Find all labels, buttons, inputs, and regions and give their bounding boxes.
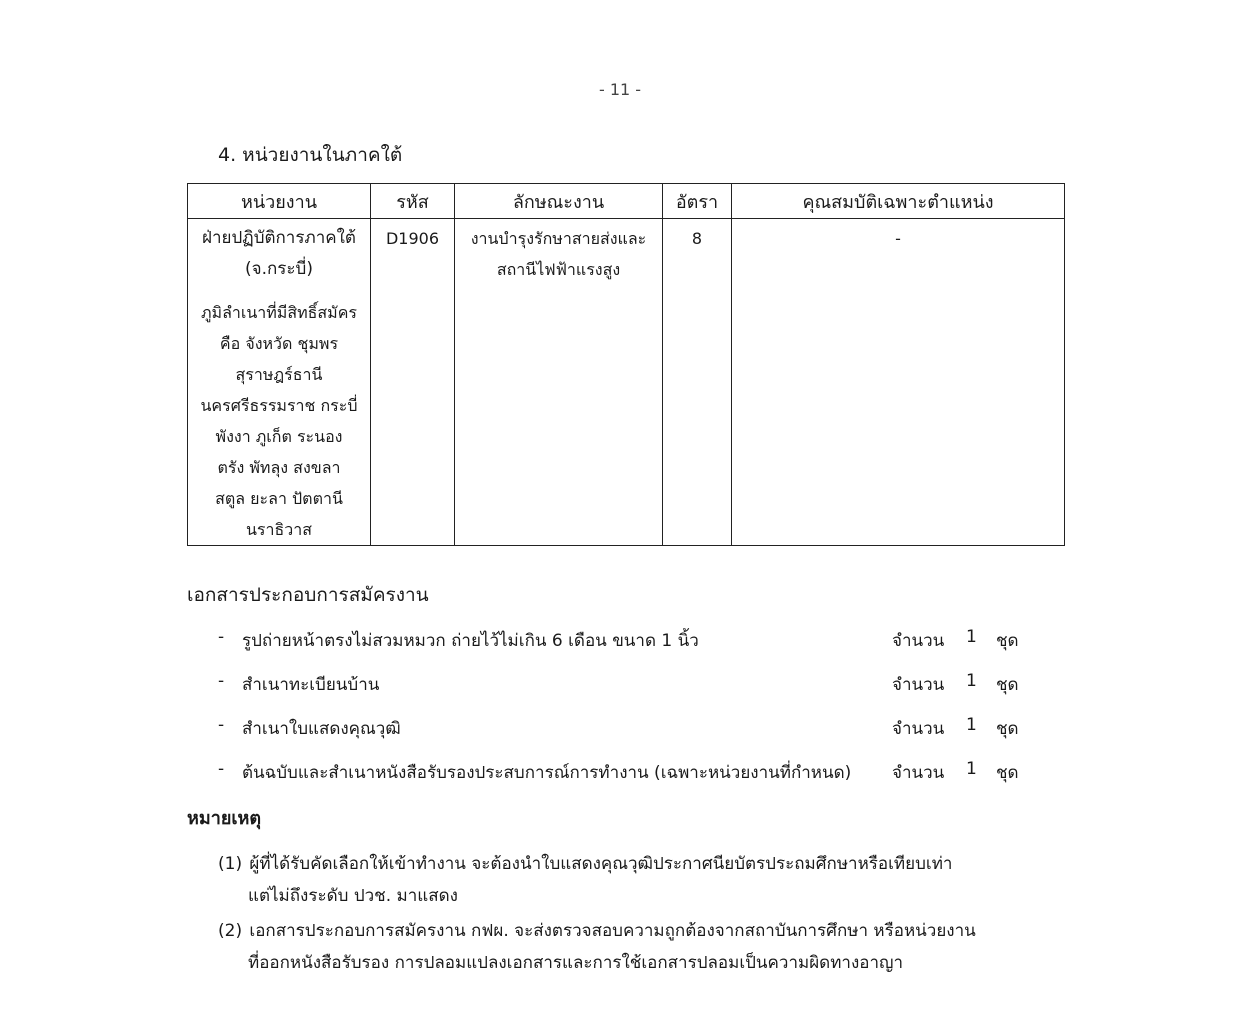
header-code: รหัส <box>371 184 455 219</box>
qty-value: 1 <box>966 759 977 779</box>
list-item <box>218 759 1028 789</box>
qty-value: 1 <box>966 715 977 735</box>
job-line2: สถานีไฟฟ้าแรงสูง <box>496 260 621 279</box>
domicile-line: ภูมิลำเนาที่มีสิทธิ์สมัคร <box>200 303 358 322</box>
document-text: รูปถ่ายหน้าตรงไม่สวมหมวก ถ่ายไว้ไม่เกิน 6 เดือน ขนาด 1 นิ้ว <box>242 631 699 651</box>
header-job: ลักษณะงาน <box>455 184 663 219</box>
note-item <box>218 915 1038 979</box>
unit-name-line1: ฝ่ายปฏิบัติการภาคใต้ <box>202 228 356 248</box>
page-number: - 11 - <box>598 80 642 99</box>
cell-job <box>455 219 663 546</box>
notes-heading: หมายเหตุ <box>187 808 262 829</box>
note-line: แต่ไม่ถึงระดับ ปวช. มาแสดง <box>248 886 458 906</box>
qty-value: 1 <box>966 627 977 647</box>
note-line: ผู้ที่ได้รับคัดเลือกให้เข้าทำงาน จะต้องนำใบแสดงคุณวุฒิประกาศนียบัตรประถมศึกษาหรือเทียบเท่า <box>249 854 953 874</box>
note-number: (1) <box>218 854 243 874</box>
list-item <box>218 715 1028 745</box>
section-heading: 4. หน่วยงานในภาคใต้ <box>218 144 403 166</box>
qty-label: จำนวน <box>892 631 945 651</box>
list-item <box>218 671 1028 701</box>
cell-code: D1906 <box>371 219 455 546</box>
qty-unit: ชุด <box>996 675 1019 695</box>
domicile-line: นครศรีธรรมราช กระบี่ <box>200 396 358 415</box>
dash: - <box>218 715 225 735</box>
qty-unit: ชุด <box>996 763 1019 783</box>
dash: - <box>218 627 225 647</box>
header-rate: อัตรา <box>663 184 732 219</box>
note-number: (2) <box>218 921 243 941</box>
table-header-row <box>188 184 1065 219</box>
note-line: เอกสารประกอบการสมัครงาน กฟผ. จะส่งตรวจสอบความถูกต้องจากสถาบันการศึกษา หรือหน่วยงาน <box>249 921 976 941</box>
domicile-line: ตรัง พัทลุง สงขลา <box>217 458 341 477</box>
domicile-line: นราธิวาส <box>245 520 312 539</box>
header-qualification: คุณสมบัติเฉพาะตำแหน่ง <box>732 184 1065 219</box>
note-line: ที่ออกหนังสือรับรอง การปลอมแปลงเอกสารและการใช้เอกสารปลอมเป็นความผิดทางอาญา <box>248 953 904 973</box>
domicile-line: สตูล ยะลา ปัตตานี <box>215 489 343 508</box>
documents-heading: เอกสารประกอบการสมัครงาน <box>187 584 429 606</box>
positions-table <box>187 183 1065 546</box>
list-item <box>218 627 1028 657</box>
note-item <box>218 848 1038 912</box>
domicile-line: สุราษฎร์ธานี <box>235 365 323 384</box>
cell-qualification: - <box>732 219 1065 546</box>
document-text: สำเนาใบแสดงคุณวุฒิ <box>242 719 401 739</box>
domicile-line: พังงา ภูเก็ต ระนอง <box>215 427 343 446</box>
qty-label: จำนวน <box>892 719 945 739</box>
job-line1: งานบำรุงรักษาสายส่งและ <box>470 229 647 248</box>
cell-unit <box>188 219 371 546</box>
dash: - <box>218 671 225 691</box>
domicile-line: คือ จังหวัด ชุมพร <box>219 334 339 353</box>
qty-unit: ชุด <box>996 631 1019 651</box>
document-text: ต้นฉบับและสำเนาหนังสือรับรองประสบการณ์การทำงาน (เฉพาะหน่วยงานที่กำหนด) <box>242 763 852 783</box>
header-unit: หน่วยงาน <box>188 184 371 219</box>
qty-unit: ชุด <box>996 719 1019 739</box>
unit-name-line2: (จ.กระบี่) <box>245 259 313 279</box>
qty-value: 1 <box>966 671 977 691</box>
cell-rate: 8 <box>663 219 732 546</box>
dash: - <box>218 759 225 779</box>
qty-label: จำนวน <box>892 675 945 695</box>
qty-label: จำนวน <box>892 763 945 783</box>
document-text: สำเนาทะเบียนบ้าน <box>242 675 380 695</box>
table-row <box>188 219 1065 546</box>
